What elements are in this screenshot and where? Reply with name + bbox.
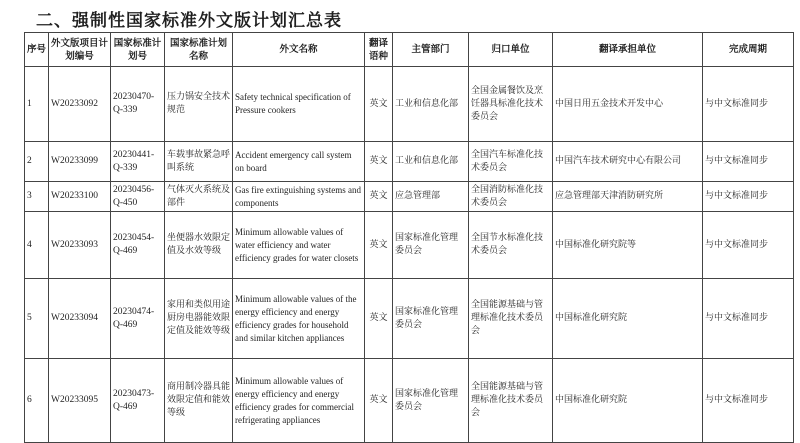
cell-foreign-name: Accident emergency call system on board (233, 142, 365, 182)
cell-language: 英文 (365, 212, 393, 279)
cell-std-name: 气体灭火系统及部件 (165, 182, 233, 212)
cell-translator: 中国汽车技术研究中心有限公司 (553, 142, 703, 182)
cell-translator: 应急管理部天津消防研究所 (553, 182, 703, 212)
cell-language: 英文 (365, 142, 393, 182)
header-foreign-name: 外文名称 (233, 33, 365, 67)
cell-project-no: W20233100 (49, 182, 111, 212)
cell-authority: 国家标准化管理委员会 (393, 359, 469, 443)
table-row (25, 359, 794, 443)
cell-language: 英文 (365, 182, 393, 212)
cell-seq: 5 (25, 279, 49, 359)
cell-std-no: 20230454-Q-469 (111, 212, 165, 279)
table-row (25, 182, 794, 212)
cell-project-no: W20233093 (49, 212, 111, 279)
cell-authority: 国家标准化管理委员会 (393, 212, 469, 279)
cell-foreign-name: Safety technical specification of Pressure cookers (233, 67, 365, 142)
cell-authority: 工业和信息化部 (393, 67, 469, 142)
header-seq: 序号 (25, 33, 49, 67)
table-row (25, 67, 794, 142)
cell-period: 与中文标准同步 (703, 359, 794, 443)
cell-seq: 1 (25, 67, 49, 142)
header-std-name: 国家标准计划名称 (165, 33, 233, 67)
cell-std-no: 20230473-Q-469 (111, 359, 165, 443)
cell-std-no: 20230441-Q-339 (111, 142, 165, 182)
cell-owner: 全国金属餐饮及烹饪器具标准化技术委员会 (469, 67, 553, 142)
cell-std-name: 坐便器水效限定值及水效等级 (165, 212, 233, 279)
cell-seq: 3 (25, 182, 49, 212)
cell-language: 英文 (365, 67, 393, 142)
table-header-row (25, 33, 794, 67)
cell-translator: 中国标准化研究院 (553, 279, 703, 359)
cell-std-no: 20230470-Q-339 (111, 67, 165, 142)
cell-project-no: W20233095 (49, 359, 111, 443)
cell-authority: 应急管理部 (393, 182, 469, 212)
cell-project-no: W20233094 (49, 279, 111, 359)
cell-language: 英文 (365, 359, 393, 443)
cell-period: 与中文标准同步 (703, 142, 794, 182)
cell-owner: 全国汽车标准化技术委员会 (469, 142, 553, 182)
cell-owner: 全国能源基础与管理标准化技术委员会 (469, 359, 553, 443)
cell-period: 与中文标准同步 (703, 212, 794, 279)
header-project-no: 外文版项目计划编号 (49, 33, 111, 67)
cell-std-name: 车载事故紧急呼叫系统 (165, 142, 233, 182)
cell-project-no: W20233092 (49, 67, 111, 142)
header-translator: 翻译承担单位 (553, 33, 703, 67)
header-period: 完成周期 (703, 33, 794, 67)
cell-seq: 4 (25, 212, 49, 279)
header-language: 翻译语种 (365, 33, 393, 67)
cell-project-no: W20233099 (49, 142, 111, 182)
cell-std-no: 20230474-Q-469 (111, 279, 165, 359)
cell-foreign-name: Minimum allowable values of energy efficiency and energy efficiency grades for commercial refrigerating appliances (233, 359, 365, 443)
cell-seq: 6 (25, 359, 49, 443)
header-std-no: 国家标准计划号 (111, 33, 165, 67)
cell-owner: 全国消防标准化技术委员会 (469, 182, 553, 212)
cell-authority: 工业和信息化部 (393, 142, 469, 182)
cell-translator: 中国标准化研究院 (553, 359, 703, 443)
cell-authority: 国家标准化管理委员会 (393, 279, 469, 359)
cell-std-name: 家用和类似用途厨房电器能效限定值及能效等级 (165, 279, 233, 359)
cell-period: 与中文标准同步 (703, 279, 794, 359)
cell-foreign-name: Minimum allowable values of the energy efficiency and energy efficiency grades for household and similar kitchen appliances (233, 279, 365, 359)
header-authority: 主管部门 (393, 33, 469, 67)
cell-translator: 中国标准化研究院等 (553, 212, 703, 279)
table-row (25, 279, 794, 359)
cell-foreign-name: Gas fire extinguishing systems and components (233, 182, 365, 212)
cell-language: 英文 (365, 279, 393, 359)
cell-std-name: 压力锅安全技术规范 (165, 67, 233, 142)
standards-plan-table (24, 32, 794, 443)
cell-owner: 全国能源基础与管理标准化技术委员会 (469, 279, 553, 359)
cell-owner: 全国节水标准化技术委员会 (469, 212, 553, 279)
cell-std-name: 商用制冷器具能效限定值和能效等级 (165, 359, 233, 443)
cell-period: 与中文标准同步 (703, 67, 794, 142)
header-owner: 归口单位 (469, 33, 553, 67)
cell-translator: 中国日用五金技术开发中心 (553, 67, 703, 142)
table-row (25, 212, 794, 279)
cell-std-no: 20230456-Q-450 (111, 182, 165, 212)
table-row (25, 142, 794, 182)
cell-seq: 2 (25, 142, 49, 182)
cell-period: 与中文标准同步 (703, 182, 794, 212)
page-title: 二、强制性国家标准外文版计划汇总表 (36, 11, 342, 31)
cell-foreign-name: Minimum allowable values of water efficiency and water efficiency grades for water closets (233, 212, 365, 279)
